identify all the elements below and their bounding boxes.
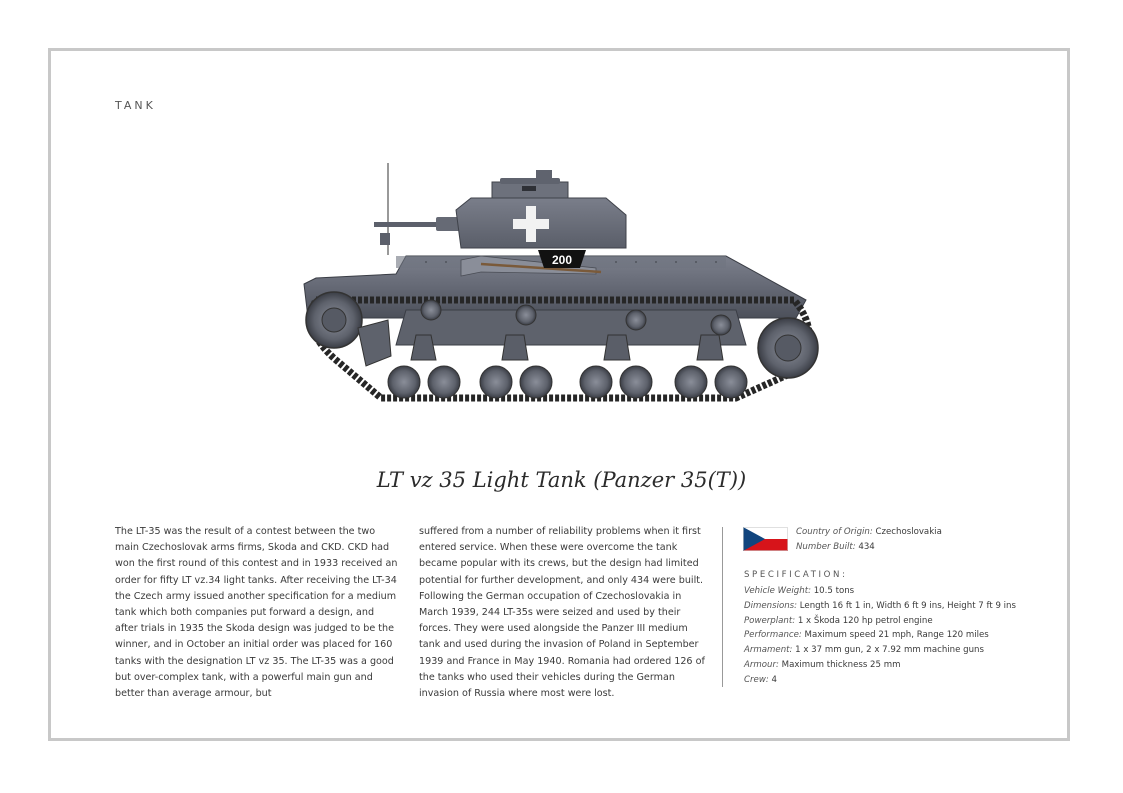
description-column-1: The LT-35 was the result of a contest between the two main Czechoslovak arms firms, Skoda and CKD. CKD had won the first round of this contest and in 1933 received an order for fifty LT vz.34 light tanks. After receiving the LT-34 the Czech army issued another specification for a medium tank which both companies put forward a design, and after trials in 1935 the Skoda design was judged to be the winner, and in October an initial order was placed for 160 tanks with the designation LT vz 35. The LT-35 was a good but over-complex tank, with a powerful main gun and better than average armour, but bbox=[115, 526, 398, 700]
country-of-origin: Country of Origin: Czechoslovakia bbox=[796, 527, 942, 537]
road-wheels bbox=[388, 366, 747, 398]
description-column-2: suffered from a number of reliability problems when it first entered service. When these were overcome the tank became popular with its crews, but the design had limited potential for further development, and only 434 were built. Following the German occupation of Czechoslovakia in March 1939, 244 LT-35s were seized and used by their forces. They were used alongside the Panzer III medium tank and used during the invasion of Poland in September 1939 and France in May 1940. Romania had ordered 126 of the tanks who used their vehicles during the German invasion of Russia where most were lost. bbox=[419, 526, 705, 700]
spec-row: Dimensions: Length 16 ft 1 in, Width 6 ft 9 ins, Height 7 ft 9 ins bbox=[744, 600, 1016, 611]
spec-row: Crew: 4 bbox=[744, 674, 777, 685]
origin-info bbox=[796, 525, 942, 555]
spec-row: Performance: Maximum speed 21 mph, Range 120 miles bbox=[744, 630, 989, 641]
page-title: LT vz 35 Light Tank (Panzer 35(T)) bbox=[376, 468, 747, 492]
spec-row: Armament: 1 x 37 mm gun, 2 x 7.92 mm machine guns bbox=[744, 645, 984, 656]
column-divider bbox=[722, 527, 723, 687]
spec-row: Vehicle Weight: 10.5 tons bbox=[744, 586, 855, 596]
tank-number: 200 bbox=[551, 253, 573, 267]
specification-list bbox=[744, 584, 1016, 688]
spec-row: Armour: Maximum thickness 25 mm bbox=[744, 659, 901, 670]
number-built: Number Built: 434 bbox=[796, 542, 875, 552]
category-label: TANK bbox=[115, 99, 156, 112]
specification-heading: SPECIFICATION: bbox=[744, 570, 848, 580]
tank-illustration bbox=[296, 160, 826, 410]
spec-row: Powerplant: 1 x Škoda 120 hp petrol engine bbox=[744, 615, 933, 626]
czechoslovakia-flag bbox=[743, 527, 788, 551]
